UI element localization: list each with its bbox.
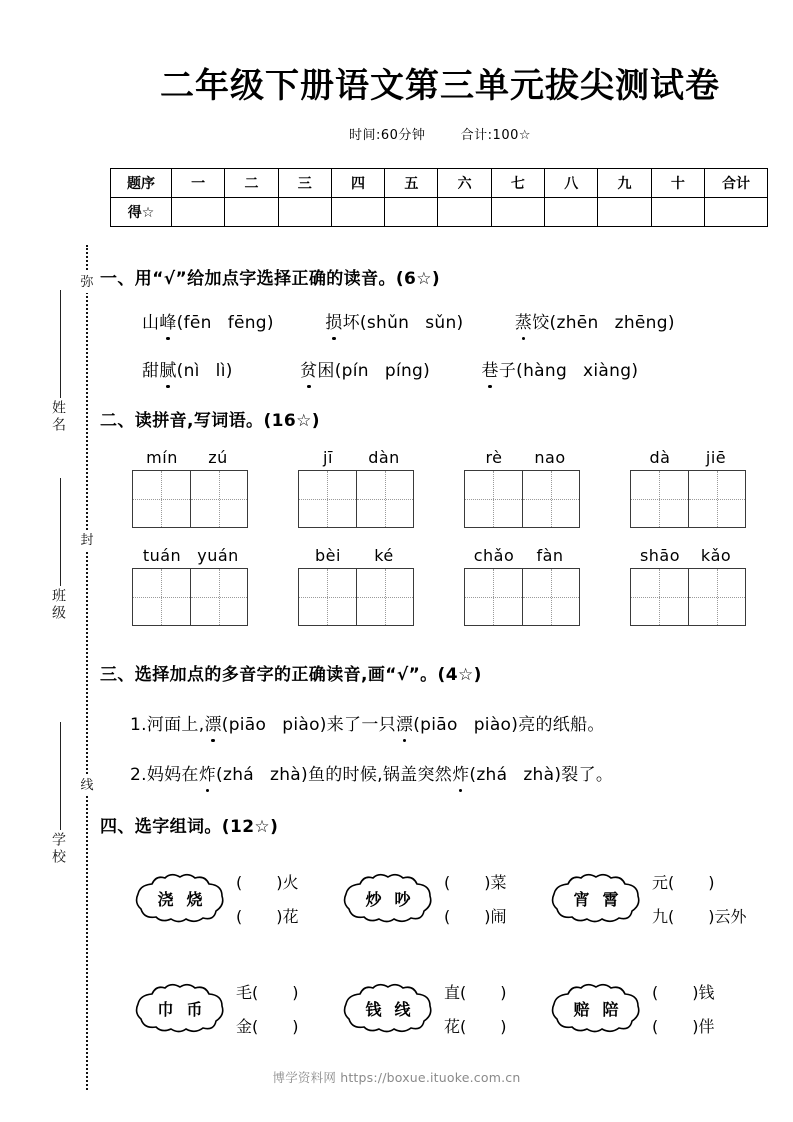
pinyin-syllable-1: chǎo: [473, 546, 515, 565]
seal-field-rule-name: [60, 290, 61, 398]
seal-field-class: [48, 588, 70, 622]
tianzige-cell[interactable]: [133, 471, 190, 527]
section-4-heading: 四、选字组词。(12☆): [100, 817, 279, 837]
seal-char-1: 弥: [78, 272, 96, 293]
score-col-9: 九: [598, 169, 651, 198]
pinyin-choice-item[interactable]: 山峰(fēn fēng): [142, 313, 274, 333]
cloud-char-1[interactable]: 宵: [573, 889, 590, 909]
char-dotted: 蒸: [515, 308, 532, 333]
char-plain: 山: [142, 313, 160, 333]
tianzige-cell[interactable]: [522, 471, 579, 527]
cloud-shape: [340, 982, 436, 1034]
cloud-char-1[interactable]: 赔: [573, 999, 590, 1019]
cloud-char-1[interactable]: 钱: [365, 999, 382, 1019]
blank-suffix: ): [708, 873, 715, 892]
pinyin-syllable-1: bèi: [315, 546, 341, 565]
blank-prefix: 直(: [444, 983, 467, 1002]
blank-suffix: )云外: [708, 907, 747, 926]
score-cell-5[interactable]: [385, 198, 438, 227]
pinyin-grid-group: [298, 448, 414, 528]
cloud-shape: [132, 872, 228, 924]
pinyin-label: [464, 546, 580, 568]
char-dotted: 贫: [300, 356, 317, 381]
blank-prefix: (: [652, 1017, 659, 1036]
score-col-1: 一: [172, 169, 225, 198]
score-cell-2[interactable]: [225, 198, 278, 227]
blank-prefix: 九(: [652, 907, 675, 926]
blank-prefix: (: [236, 907, 243, 926]
pinyin-option-b[interactable]: zhà: [523, 765, 555, 785]
tianzige-cell[interactable]: [688, 569, 745, 625]
tianzige-cell[interactable]: [356, 471, 413, 527]
tianzige-box[interactable]: [298, 568, 414, 626]
tianzige-box[interactable]: [464, 568, 580, 626]
pinyin-syllable-1: tuán: [142, 546, 182, 565]
pinyin-syllable-1: shāo: [639, 546, 681, 565]
sentence-part: 裂了。: [561, 765, 614, 785]
char-choice-group: [340, 982, 507, 1036]
seal-field-label-name: 姓名: [50, 400, 66, 434]
pinyin-syllable-2: kǎo: [700, 546, 732, 565]
score-col-2: 二: [225, 169, 278, 198]
pinyin-choice-item[interactable]: 蒸饺(zhēn zhēng): [515, 313, 675, 333]
tianzige-cell[interactable]: [299, 569, 356, 625]
blank-prefix: (: [444, 907, 451, 926]
blank-slot-top[interactable]: [444, 976, 507, 1010]
pinyin-option-a[interactable]: hàng: [523, 361, 568, 381]
char-choice-group: [548, 872, 747, 926]
blank-prefix: (: [444, 873, 451, 892]
char-plain: 饺: [532, 313, 550, 333]
cloud-shape: [132, 982, 228, 1034]
blank-suffix: ): [292, 1017, 299, 1036]
blank-slot-top[interactable]: [444, 866, 507, 900]
pinyin-syllable-2: dàn: [368, 448, 400, 467]
score-col-6: 六: [438, 169, 491, 198]
pinyin-choice-item[interactable]: 贫困(pín píng): [300, 361, 430, 381]
cloud-shape: [340, 872, 436, 924]
char-dotted: 巷: [482, 356, 499, 381]
item-number: 2.: [130, 765, 147, 785]
pinyin-option-a[interactable]: piāo: [228, 715, 267, 735]
cloud-char-pair: [340, 982, 436, 1034]
cloud-char-1[interactable]: 炒: [365, 889, 382, 909]
char-choice-group: [340, 872, 507, 926]
blank-slot-bottom[interactable]: [652, 1010, 715, 1044]
blank-prefix: 花(: [444, 1017, 467, 1036]
blank-options: [236, 866, 299, 934]
cloud-char-1[interactable]: 浇: [157, 889, 174, 909]
score-col-7: 七: [491, 169, 544, 198]
char-plain: 子: [498, 361, 517, 381]
tianzige-cell[interactable]: [688, 471, 745, 527]
cloud-char-2[interactable]: 线: [394, 999, 411, 1019]
blank-slot-bottom[interactable]: [652, 900, 747, 934]
pinyin-choice-item[interactable]: 巷子(hàng xiàng): [482, 361, 639, 381]
pinyin-option-a[interactable]: nì: [183, 361, 200, 381]
blank-slot-bottom[interactable]: [444, 1010, 507, 1044]
score-cell-4[interactable]: [331, 198, 384, 227]
sentence-part: 来了一只: [326, 715, 396, 735]
tianzige-cell[interactable]: [299, 471, 356, 527]
score-row-label: 得☆: [111, 198, 172, 227]
char-plain: 甜: [142, 361, 160, 381]
pinyin-option-b[interactable]: zhà: [270, 765, 302, 785]
blank-suffix: )火: [276, 873, 299, 892]
pinyin-syllable-2: zú: [208, 448, 228, 467]
tianzige-cell[interactable]: [133, 569, 190, 625]
pinyin-syllable-2: yuán: [197, 546, 239, 565]
sentence-part: 亮的纸船。: [518, 715, 605, 735]
pinyin-grid-group: [630, 546, 746, 626]
char-dotted: 炸: [452, 760, 469, 785]
tianzige-box[interactable]: [464, 470, 580, 528]
tianzige-cell[interactable]: [465, 569, 522, 625]
blank-prefix: (: [652, 983, 659, 1002]
tianzige-cell[interactable]: [631, 569, 688, 625]
blank-prefix: 金(: [236, 1017, 259, 1036]
pinyin-option-b[interactable]: piào: [473, 715, 512, 735]
score-cell-9[interactable]: [598, 198, 651, 227]
score-cell-6[interactable]: [438, 198, 491, 227]
pinyin-syllable-1: rè: [485, 448, 503, 467]
seal-field-label-school: 学校: [50, 832, 66, 866]
pinyin-option-a[interactable]: pín: [341, 361, 369, 381]
blank-prefix: 毛(: [236, 983, 259, 1002]
score-table: [110, 168, 768, 227]
table-row-scores: [111, 198, 768, 227]
seal-margin: [0, 0, 92, 1122]
score-cell-1[interactable]: [172, 198, 225, 227]
blank-slot-top[interactable]: [652, 866, 747, 900]
char-choice-group: [132, 982, 299, 1036]
sentence-part: 鱼的时候,锅盖突然: [307, 765, 453, 785]
blank-prefix: (: [236, 873, 243, 892]
sentence-part: 河面上,: [146, 715, 205, 735]
section-3-item-1: 1.河面上,漂(piāo piào)来了一只漂(piāo piào)亮的纸船。: [130, 710, 605, 735]
cloud-char-2[interactable]: 币: [186, 999, 203, 1019]
cloud-char-2[interactable]: 陪: [602, 999, 619, 1019]
blank-suffix: )花: [276, 907, 299, 926]
tianzige-box[interactable]: [630, 568, 746, 626]
blank-slot-top[interactable]: [236, 866, 299, 900]
score-col-10: 十: [651, 169, 704, 198]
char-dotted: 炸: [199, 760, 216, 785]
item-number: 1.: [130, 715, 147, 735]
score-col-4: 四: [331, 169, 384, 198]
exam-sheet: [100, 0, 780, 1122]
pinyin-option-b[interactable]: fēng: [227, 313, 267, 333]
pinyin-choice-item[interactable]: 甜腻(nì lì): [142, 361, 233, 381]
char-plain: 困: [317, 361, 335, 381]
char-dotted: 峰: [159, 308, 176, 333]
pinyin-option-b[interactable]: sǔn: [425, 313, 457, 333]
char-choice-group: [132, 872, 299, 926]
blank-options: [236, 976, 299, 1044]
pinyin-option-b[interactable]: piào: [282, 715, 320, 735]
pinyin-syllable-2: nao: [534, 448, 566, 467]
pinyin-syllable-1: jī: [323, 448, 333, 467]
pinyin-label: [630, 448, 746, 470]
time-limit: 时间:60分钟: [348, 128, 426, 143]
seal-field-rule-class: [60, 478, 61, 586]
pinyin-grid-group: [630, 448, 746, 528]
page-title: 二年级下册语文第三单元拔尖测试卷: [160, 66, 720, 106]
blank-slot-top[interactable]: [652, 976, 715, 1010]
section-1-heading: 一、用“√”给加点字选择正确的读音。(6☆): [100, 269, 441, 289]
blank-slot-bottom[interactable]: [236, 1010, 299, 1044]
score-col-total: 合计: [705, 169, 768, 198]
pinyin-label: [132, 546, 248, 568]
pinyin-option-a[interactable]: zhá: [476, 765, 508, 785]
pinyin-option-a[interactable]: shǔn: [366, 313, 410, 333]
pinyin-label: [630, 546, 746, 568]
blank-options: [652, 976, 715, 1044]
cloud-char-2[interactable]: 烧: [186, 889, 203, 909]
pinyin-syllable-1: mín: [146, 448, 178, 467]
tianzige-box[interactable]: [630, 470, 746, 528]
tianzige-cell[interactable]: [522, 569, 579, 625]
pinyin-syllable-2: fàn: [536, 546, 564, 565]
pinyin-option-b[interactable]: píng: [384, 361, 424, 381]
score-col-5: 五: [385, 169, 438, 198]
pinyin-grid-group: [132, 448, 248, 528]
cloud-shape: [548, 982, 644, 1034]
section-1-row-1: [142, 308, 675, 333]
tianzige-cell[interactable]: [356, 569, 413, 625]
cloud-char-pair: [340, 872, 436, 924]
blank-suffix: ): [292, 983, 299, 1002]
seal-field-label-class: 班级: [50, 588, 66, 622]
cloud-char-pair: [548, 872, 644, 924]
blank-options: [444, 976, 507, 1044]
seal-field-school: [48, 832, 70, 866]
cloud-shape: [548, 872, 644, 924]
sentence-part: 妈妈在: [146, 765, 199, 785]
char-dotted: 漂: [396, 710, 413, 735]
score-cell-3[interactable]: [278, 198, 331, 227]
pinyin-label: [464, 448, 580, 470]
blank-suffix: ): [500, 1017, 507, 1036]
cloud-char-2[interactable]: 吵: [394, 889, 411, 909]
tianzige-box[interactable]: [132, 568, 248, 626]
pinyin-grid-group: [298, 546, 414, 626]
section-3-item-2: 2.妈妈在炸(zhá zhà)鱼的时候,锅盖突然炸(zhá zhà)裂了。: [130, 760, 613, 785]
char-dotted: 损: [325, 308, 342, 333]
pinyin-grid-group: [464, 546, 580, 626]
score-cell-7[interactable]: [491, 198, 544, 227]
blank-suffix: )菜: [484, 873, 507, 892]
footer-watermark: 博学资料网 https://boxue.ituoke.com.cn: [272, 1070, 521, 1085]
char-dotted: 腻: [159, 356, 176, 381]
tianzige-box[interactable]: [298, 470, 414, 528]
pinyin-syllable-2: jiē: [705, 448, 727, 467]
blank-suffix: )钱: [692, 983, 715, 1002]
pinyin-option-a[interactable]: zhēn: [556, 313, 599, 333]
tianzige-cell[interactable]: [631, 471, 688, 527]
score-cell-8[interactable]: [545, 198, 598, 227]
blank-suffix: )伴: [692, 1017, 715, 1036]
blank-options: [652, 866, 747, 934]
pinyin-option-b[interactable]: xiàng: [583, 361, 632, 381]
pinyin-label: [298, 448, 414, 470]
blank-slot-bottom[interactable]: [236, 900, 299, 934]
total-points: 合计:100☆: [460, 128, 532, 143]
cloud-char-2[interactable]: 霄: [602, 889, 619, 909]
pinyin-option-b[interactable]: lì: [215, 361, 226, 381]
pinyin-option-a[interactable]: zhá: [222, 765, 254, 785]
cloud-char-1[interactable]: 巾: [157, 999, 174, 1019]
blank-options: [444, 866, 507, 934]
score-col-3: 三: [278, 169, 331, 198]
char-plain: 坏: [342, 313, 360, 333]
score-table-row-label: 题序: [111, 169, 172, 198]
pinyin-grid-group: [464, 448, 580, 528]
tianzige-cell[interactable]: [190, 569, 247, 625]
section-2-heading: 二、读拼音,写词语。(16☆): [100, 411, 320, 431]
score-col-8: 八: [545, 169, 598, 198]
pinyin-syllable-1: dà: [649, 448, 671, 467]
char-dotted: 漂: [204, 710, 221, 735]
blank-suffix: )闹: [484, 907, 507, 926]
cloud-char-pair: [132, 872, 228, 924]
seal-char-2: 封: [78, 530, 96, 551]
blank-suffix: ): [500, 983, 507, 1002]
pinyin-option-a[interactable]: fēn: [183, 313, 212, 333]
tianzige-cell[interactable]: [190, 471, 247, 527]
cloud-char-pair: [548, 982, 644, 1034]
pinyin-label: [132, 448, 248, 470]
pinyin-option-b[interactable]: zhēng: [614, 313, 668, 333]
pinyin-option-a[interactable]: piāo: [420, 715, 458, 735]
section-3-heading: 三、选择加点的多音字的正确读音,画“√”。(4☆): [100, 665, 482, 685]
blank-slot-top[interactable]: [236, 976, 299, 1010]
seal-field-rule-school: [60, 722, 61, 830]
pinyin-label: [298, 546, 414, 568]
seal-field-name: [48, 400, 70, 434]
section-1-row-2: [142, 356, 638, 381]
char-choice-group: [548, 982, 715, 1036]
blank-slot-bottom[interactable]: [444, 900, 507, 934]
table-row-header: [111, 169, 768, 198]
pinyin-choice-item[interactable]: 损坏(shǔn sǔn): [325, 313, 463, 333]
pinyin-grid-group: [132, 546, 248, 626]
seal-char-3: 线: [78, 775, 96, 796]
seal-dotted-line: [86, 245, 88, 1090]
pinyin-syllable-2: ké: [374, 546, 394, 565]
tianzige-cell[interactable]: [465, 471, 522, 527]
blank-prefix: 元(: [652, 873, 675, 892]
score-cell-total[interactable]: [705, 198, 768, 227]
cloud-char-pair: [132, 982, 228, 1034]
tianzige-box[interactable]: [132, 470, 248, 528]
exam-meta: [100, 124, 780, 143]
score-cell-10[interactable]: [651, 198, 704, 227]
